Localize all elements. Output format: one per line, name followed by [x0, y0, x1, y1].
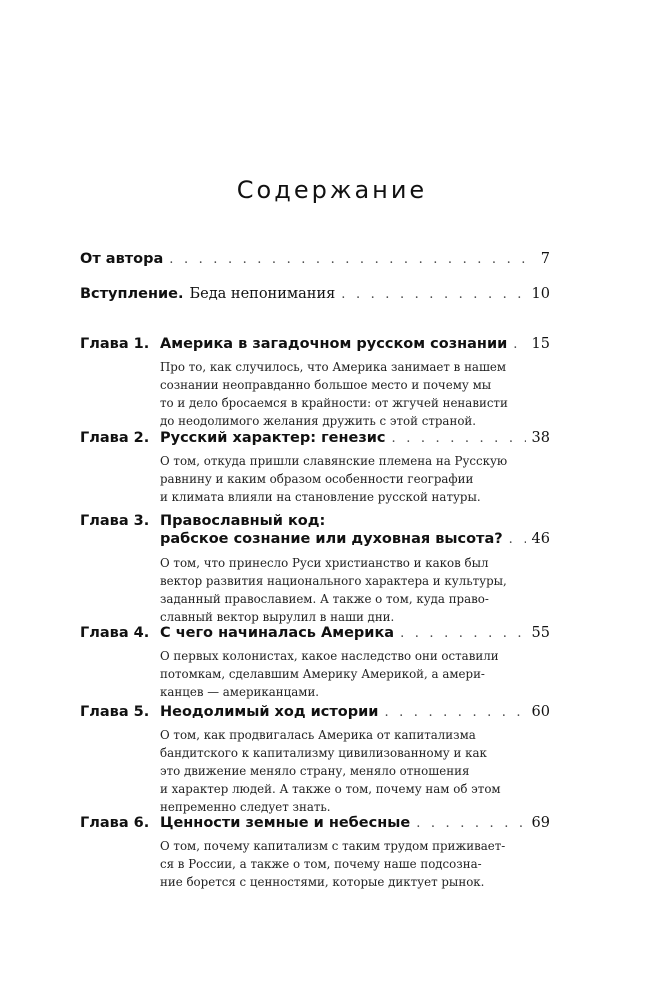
description-line: О первых колонистах, какое наследство они оставили — [160, 649, 499, 663]
toc-leader-dots — [341, 287, 525, 302]
toc-entry-subtitle: Беда непонимания — [189, 286, 336, 302]
toc-leader-dots — [416, 816, 525, 831]
description-line: это движение меняло страну, меняло отношения — [160, 764, 470, 778]
chapter-description — [160, 837, 550, 891]
description-line: вектор развития национального характера и культуры, — [160, 574, 507, 588]
toc-leader-dots — [513, 337, 525, 352]
chapter-number: Глава 1. — [80, 336, 150, 352]
toc-page-number: 69 — [531, 815, 550, 831]
toc-entry-author — [80, 251, 550, 273]
description-line: то и дело бросаемся в крайности: от жгучей ненависти — [160, 396, 508, 410]
chapter-number: Глава 5. — [80, 704, 150, 720]
description-line: равнину и каким образом особенности географии — [160, 472, 474, 486]
toc-leader-dots — [400, 626, 525, 641]
toc-page-number: 38 — [531, 430, 550, 446]
toc-chapter-1 — [80, 336, 550, 358]
chapter-title: Русский характер: генезис — [160, 430, 386, 446]
toc-page-number: 60 — [531, 704, 550, 720]
description-line: и характер людей. А также о том, почему нам об этом — [160, 782, 501, 796]
chapter-number: Глава 6. — [80, 815, 150, 831]
chapter-number: Глава 3. — [80, 513, 150, 529]
toc-chapter-4 — [80, 625, 550, 647]
description-line: до неодолимого желания дружить с этой страной. — [160, 414, 477, 428]
chapter-description — [160, 358, 550, 430]
toc-chapter-5 — [80, 704, 550, 726]
chapter-title: С чего начиналась Америка — [160, 625, 395, 641]
toc-chapter-6 — [80, 815, 550, 837]
toc-page-number: 10 — [531, 286, 550, 302]
chapter-description — [160, 647, 550, 701]
page-title: Содержание — [236, 176, 428, 204]
toc-leader-dots — [392, 431, 526, 446]
description-line: О том, как продвигалась Америка от капитализма — [160, 728, 476, 742]
chapter-number: Глава 2. — [80, 430, 150, 446]
toc-page-number: 55 — [531, 625, 550, 641]
chapter-description — [160, 554, 550, 626]
description-line: О том, почему капитализм с таким трудом приживает- — [160, 839, 506, 853]
toc-chapter-3-cont — [160, 531, 550, 553]
toc-leader-dots — [384, 705, 525, 720]
toc-page-number: 46 — [531, 531, 550, 547]
description-line: ние борется с ценностями, которые диктует рынок. — [160, 875, 485, 889]
toc-chapter-2 — [80, 430, 550, 452]
description-line: непременно следует знать. — [160, 800, 331, 814]
chapter-description — [160, 452, 550, 506]
description-line: бандитского к капитализму цивилизованному и как — [160, 746, 487, 760]
description-line: О том, что принесло Руси христианство и каков был — [160, 556, 489, 570]
description-line: сознании неоправданно большое место и почему мы — [160, 378, 492, 392]
toc-entry-intro — [80, 286, 550, 308]
chapter-title: Неодолимый ход истории — [160, 704, 379, 720]
description-line: ся в России, а также о том, почему наше подсозна- — [160, 857, 482, 871]
description-line: потомкам, сделавшим Америку Америкой, а амери- — [160, 667, 485, 681]
chapter-description — [160, 726, 550, 816]
description-line: и климата влияли на становление русской натуры. — [160, 490, 481, 504]
description-line: Про то, как случилось, что Америка занимает в нашем — [160, 360, 507, 374]
chapter-title-continued: рабское сознание или духовная высота? — [160, 531, 503, 547]
chapter-title: Православный код: — [160, 513, 326, 529]
chapter-number: Глава 4. — [80, 625, 150, 641]
toc-leader-dots — [509, 532, 526, 547]
description-line: О том, откуда пришли славянские племена на Русскую — [160, 454, 508, 468]
toc-entry-label: Вступление. — [80, 286, 184, 302]
chapter-title: Америка в загадочном русском сознании — [160, 336, 508, 352]
description-line: заданный православием. А также о том, куда право- — [160, 592, 489, 606]
description-line: славный вектор вырулил в наши дни. — [160, 610, 395, 624]
toc-page-number: 7 — [540, 251, 550, 267]
toc-leader-dots — [169, 252, 526, 267]
toc-page-number: 15 — [531, 336, 550, 352]
toc-entry-label: От автора — [80, 251, 164, 267]
description-line: канцев — американцами. — [160, 685, 320, 699]
chapter-title: Ценности земные и небесные — [160, 815, 411, 831]
